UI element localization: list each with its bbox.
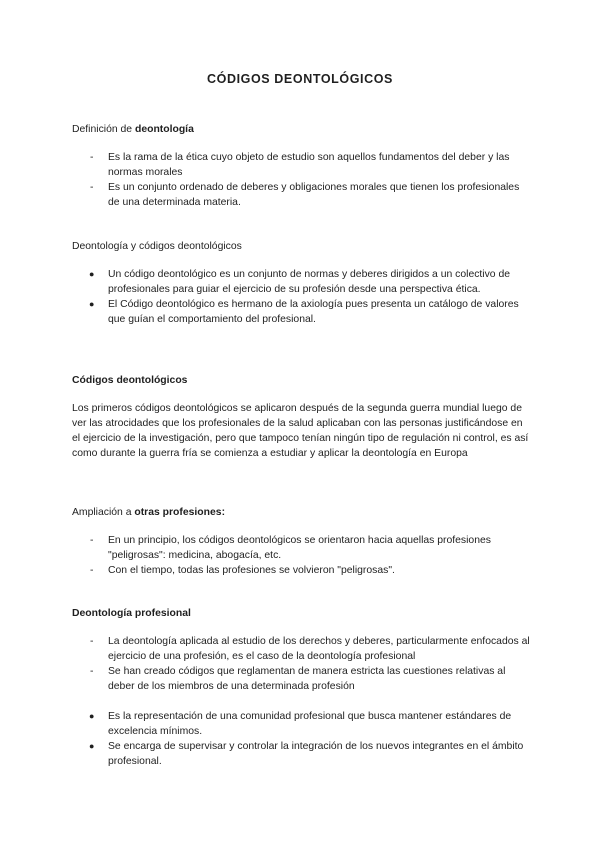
bullet-marker: ● [89,269,95,279]
section-paragraph: Los primeros códigos deontológicos se aplicaron después de la segunda guerra mundial luego de ver las atrocidades que los profesionales de la salud aplicaban con las personas justificándose en el ejercicio de la investigación, pero que tampoco tenían ningún tipo de regulación ni control, es así como durante la guerra fría se comienza a estudiar y aplicar la deontología en Europa [72,403,529,459]
dash-marker: - [90,182,94,193]
list-item-text: Se encarga de supervisar y controlar la integración de los nuevos integrantes en el ámbito profesional. [108,741,524,767]
section-heading [72,122,530,137]
list-item-text: El Código deontológico es hermano de la axiología pues presenta un catálogo de valores que guían el comportamiento del profesional. [108,299,519,325]
heading-bold-text: otras profesiones: [134,507,226,518]
list-item-text: La deontología aplicada al estudio de los derechos y deberes, particularmente enfocados al ejercicio de una profesión, es el caso de la deontología profesional [108,636,530,662]
list-item-text: Un código deontológico es un conjunto de normas y deberes dirigidos a un colectivo de profesionales para guiar el ejercicio de su profesión desde una perspectiva ética. [108,269,511,295]
list-item [72,709,530,739]
list-item-text: Es la representación de una comunidad profesional que busca mantener estándares de excelencia mínimos. [108,711,512,737]
dash-marker: - [90,565,94,576]
list-item-text: Se han creado códigos que reglamentan de manera estricta las cuestiones relativas al deber de los miembros de una determinada profesión [108,666,506,692]
dash-list [72,533,530,578]
list-item [72,664,530,694]
list-item-text: Es un conjunto ordenado de deberes y obligaciones morales que tienen los profesionales de una determinada materia. [108,182,520,208]
list-item [72,533,530,563]
section-heading: Códigos deontológicos [72,375,188,386]
dash-marker: - [90,535,94,546]
section-definition [72,122,530,210]
dash-list [72,150,530,210]
dash-marker: - [90,636,94,647]
section-heading: Deontología profesional [72,608,191,619]
list-item [72,297,530,327]
dash-marker: - [90,666,94,677]
dash-list [72,634,530,694]
section-heading: Deontología y códigos deontológicos [72,241,242,252]
heading-bold-text: deontología [134,124,194,135]
list-item [72,267,530,297]
heading-text: Definición de [72,124,135,135]
list-item [72,563,530,578]
bullet-marker: ● [89,741,95,751]
list-item-text: Con el tiempo, todas las profesiones se volvieron "peligrosas". [108,565,395,576]
list-item [72,180,530,210]
heading-text: Ampliación a [72,507,135,518]
bullet-list [72,267,530,327]
section-codigos [72,373,530,461]
section-codigos-intro [72,239,530,327]
list-item-text: En un principio, los códigos deontológicos se orientaron hacia aquellas profesiones "peligrosas": medicina, abogacía, etc. [108,535,491,561]
bullet-marker: ● [89,299,95,309]
list-item [72,739,530,769]
list-item [72,150,530,180]
bullet-marker: ● [89,711,95,721]
bullet-list [72,709,530,769]
section-ampliacion [72,505,530,578]
list-item [72,634,530,664]
document-title: CÓDIGOS DEONTOLÓGICOS [207,72,393,86]
section-heading [72,505,530,520]
dash-marker: - [90,152,94,163]
list-item-text: Es la rama de la ética cuyo objeto de estudio son aquellos fundamentos del deber y las normas morales [108,152,510,178]
section-deontologia-profesional [72,606,530,769]
